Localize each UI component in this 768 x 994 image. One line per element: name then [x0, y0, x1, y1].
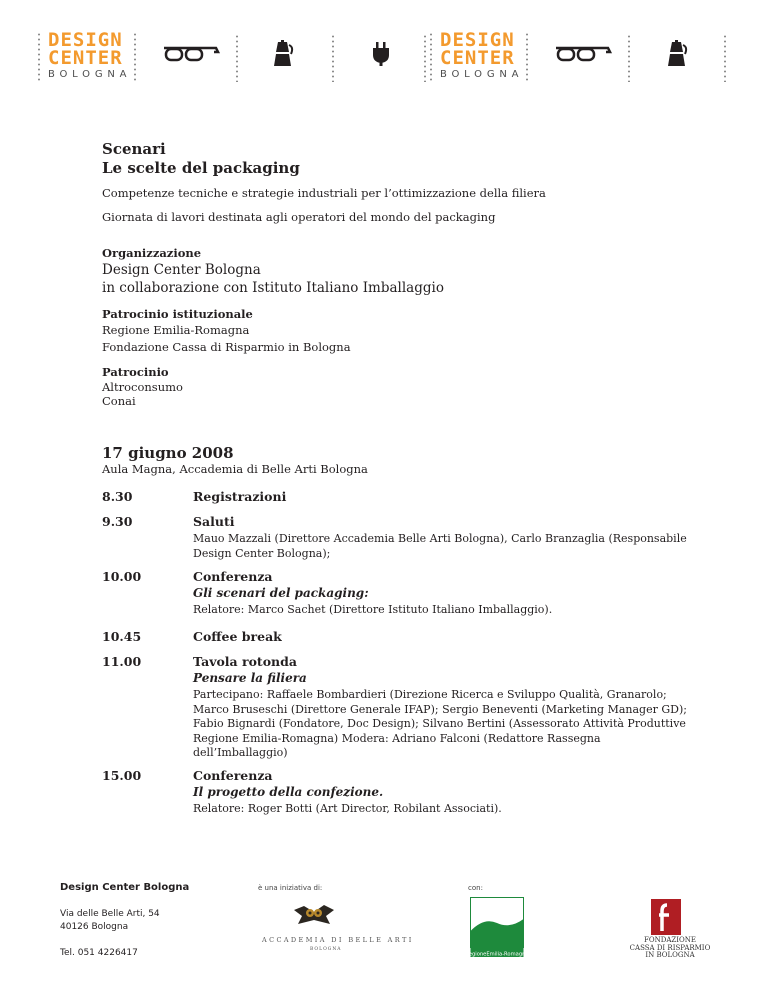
accademia-city: BOLOGNA	[310, 947, 342, 952]
footer-contact	[60, 882, 220, 958]
logo-word-center: CENTER	[48, 47, 123, 69]
logo-word-design: DESIGN	[440, 29, 515, 51]
regione-emilia-romagna-logo	[465, 897, 529, 958]
dotted-separator	[724, 34, 726, 82]
event-description: Giornata di lavori destinata agli operatori del mondo del packaging	[102, 210, 496, 224]
program-text: Partecipano: Raffaele Bombardieri (Direzione Ricerca e Sviluppo Qualità, Granarolo; Marco Bruseschi (Direttore Generale IFAP); Sergio Beneventi (Marketing Manager GD); Fabio Bignardi (Fondatore, Doc Design); Silvano Bertini (Assessorato Attività Produttive Regione Emilia-Romagna) Modera: Adriano Falconi (Redattore Rassegna dell’Imballaggio)	[193, 688, 687, 759]
plug-icon	[372, 42, 390, 66]
footer-address-line: 40126 Bologna	[60, 922, 129, 932]
moka-pot-icon	[666, 40, 688, 68]
program-subtitle: Gli scenari del packaging:	[193, 586, 369, 600]
organizzazione-line: in collaborazione con Istituto Italiano Imballaggio	[102, 280, 444, 296]
program-title: Saluti	[193, 514, 235, 529]
program-text: Relatore: Marco Sachet (Direttore Istituto Italiano Imballaggio).	[193, 603, 553, 616]
footer-address-line: Via delle Belle Arti, 54	[60, 909, 160, 919]
program-time: 11.00	[102, 654, 142, 669]
design-center-logo	[38, 30, 136, 82]
event-subtitle-title: Le scelte del packaging	[102, 159, 300, 177]
logo-word-bologna: BOLOGNA	[440, 69, 524, 80]
program-time: 15.00	[102, 768, 142, 783]
moka-pot-icon	[272, 40, 294, 68]
glasses-icon	[162, 46, 220, 64]
dotted-separator	[332, 34, 334, 82]
organizzazione-heading: Organizzazione	[102, 246, 202, 260]
patron-item: Fondazione Cassa di Risparmio in Bologna	[102, 340, 351, 354]
event-venue: Aula Magna, Accademia di Belle Arti Bologna	[102, 462, 368, 476]
footer-address	[60, 908, 220, 934]
patron-item: Altroconsumo	[102, 380, 183, 394]
organizzazione-line: Design Center Bologna	[102, 262, 261, 278]
patrocinio-heading: Patrocinio	[102, 365, 169, 379]
program-title: Conferenza	[193, 768, 273, 783]
dotted-separator	[236, 34, 238, 82]
program-title: Tavola rotonda	[193, 654, 297, 669]
dotted-separator	[628, 34, 630, 82]
design-center-logo	[430, 30, 528, 82]
fondazione-name	[620, 937, 720, 960]
program-time: 10.45	[102, 629, 142, 644]
event-info	[102, 140, 702, 476]
program-time: 10.00	[102, 569, 142, 584]
fondazione-name-line: CASSA DI RISPARMIO	[629, 943, 711, 952]
program-title: Coffee break	[193, 629, 282, 644]
header-strip	[38, 30, 738, 86]
event-subtitle: Competenze tecniche e strategie industriali per l’ottimizzazione della filiera	[102, 186, 546, 200]
footer-tel: Tel. 051 4226417	[60, 948, 138, 958]
program-subtitle: Pensare la filiera	[193, 671, 307, 685]
program-time: 9.30	[102, 514, 133, 529]
program-time: 8.30	[102, 489, 133, 504]
logo-word-bologna: BOLOGNA	[48, 69, 132, 80]
patrocinio-istituzionale-heading: Patrocinio istituzionale	[102, 307, 253, 321]
logo-word-center: CENTER	[440, 47, 515, 69]
accademia-name: ACCADEMIA DI BELLE ARTI	[262, 936, 414, 944]
program-text: Relatore: Roger Botti (Art Director, Robilant Associati).	[193, 802, 502, 815]
with-label: con:	[468, 884, 483, 892]
regione-name: RegioneEmilia-Romagna	[465, 951, 529, 958]
event-title: Scenari	[102, 140, 166, 158]
dotted-separator	[424, 34, 426, 82]
initiative-label: è una iniziativa di:	[258, 884, 323, 892]
program-subtitle: Il progetto della confezione.	[193, 785, 384, 799]
patron-item: Conai	[102, 394, 136, 408]
footer-org: Design Center Bologna	[60, 882, 190, 893]
event-date: 17 giugno 2008	[102, 444, 234, 462]
fondazione-name-line: IN BOLOGNA	[645, 951, 695, 959]
accademia-owl-logo	[290, 902, 338, 928]
fondazione-logo	[651, 899, 681, 935]
fondazione-name-line: FONDAZIONE	[644, 936, 696, 944]
program-title: Registrazioni	[193, 489, 287, 504]
logo-word-design: DESIGN	[48, 29, 123, 51]
patron-item: Regione Emilia-Romagna	[102, 323, 250, 337]
glasses-icon	[554, 46, 612, 64]
program-text: Mauo Mazzali (Direttore Accademia Belle Arti Bologna), Carlo Branzaglia (Responsabile Design Center Bologna);	[193, 532, 687, 560]
program-title: Conferenza	[193, 569, 273, 584]
